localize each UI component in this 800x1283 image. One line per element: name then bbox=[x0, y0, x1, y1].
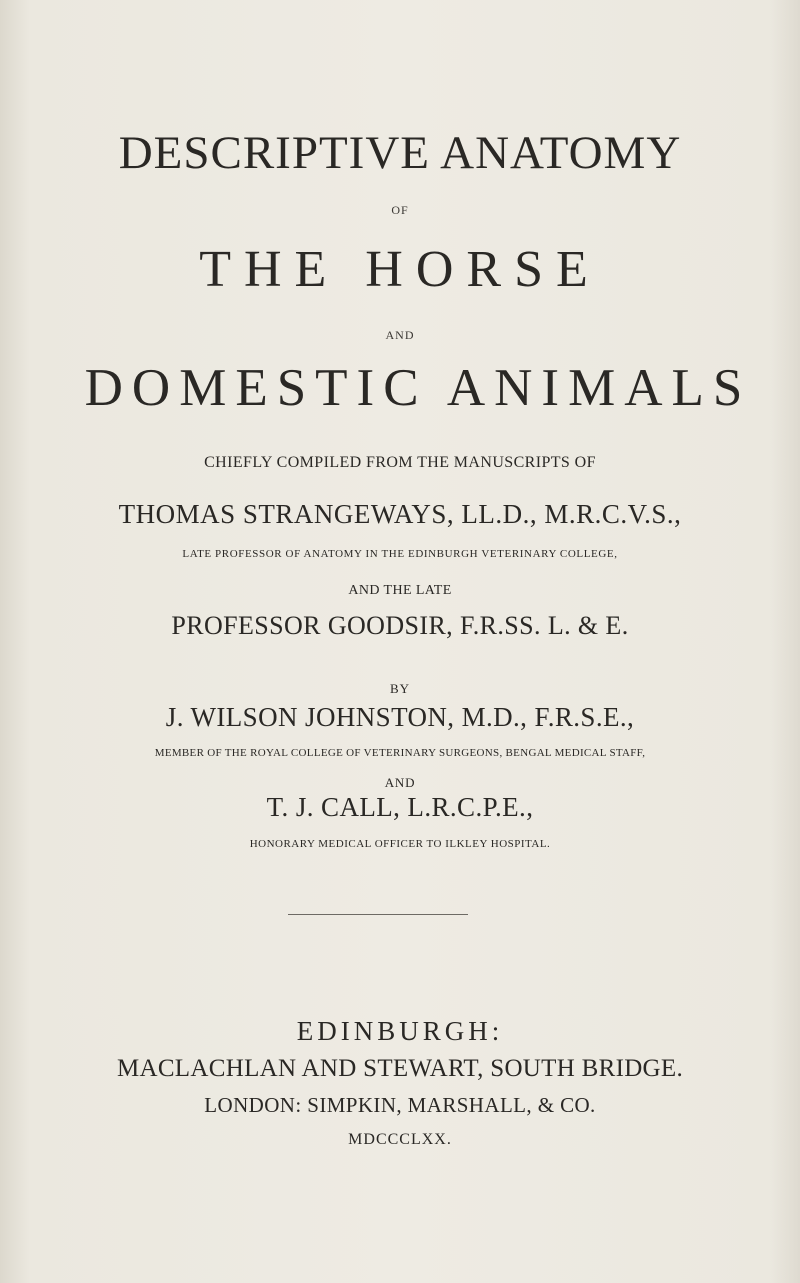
imprint-publisher-2: LONDON: SIMPKIN, MARSHALL, & CO. bbox=[204, 1093, 596, 1117]
imprint-city: EDINBURGH: bbox=[296, 1016, 504, 1046]
by-label: BY bbox=[389, 681, 411, 696]
author-4-role: HONORARY MEDICAL OFFICER TO ILKLEY HOSPITAL. bbox=[249, 838, 551, 850]
and-the-late: AND THE LATE bbox=[348, 583, 452, 598]
author-1-role: LATE PROFESSOR OF ANATOMY IN THE EDINBURGH VETERINARY COLLEGE, bbox=[182, 548, 618, 560]
imprint-year: MDCCCLXX. bbox=[348, 1131, 452, 1148]
author-3-role: MEMBER OF THE ROYAL COLLEGE OF VETERINARY SURGEONS, BENGAL MEDICAL STAFF, bbox=[154, 747, 646, 759]
divider-rule bbox=[288, 914, 468, 915]
author-3-name: J. WILSON JOHNSTON, M.D., F.R.S.E., bbox=[165, 702, 635, 732]
imprint-publisher-1: MACLACHLAN AND STEWART, SOUTH BRIDGE. bbox=[116, 1055, 684, 1082]
title-line-3: DOMESTIC ANIMALS bbox=[84, 359, 752, 417]
title-line-2: THE HORSE bbox=[199, 241, 601, 298]
author-4-name: T. J. CALL, L.R.C.P.E., bbox=[266, 792, 534, 822]
author-1-name: THOMAS STRANGEWAYS, LL.D., M.R.C.V.S., bbox=[118, 499, 682, 529]
join-and: AND bbox=[385, 328, 415, 342]
title-line-1: DESCRIPTIVE ANATOMY bbox=[118, 127, 682, 179]
compiled-from: CHIEFLY COMPILED FROM THE MANUSCRIPTS OF bbox=[204, 454, 596, 471]
join-of: OF bbox=[391, 203, 409, 217]
and-label: AND bbox=[384, 775, 416, 790]
author-2-name: PROFESSOR GOODSIR, F.R.SS. L. & E. bbox=[171, 611, 629, 640]
